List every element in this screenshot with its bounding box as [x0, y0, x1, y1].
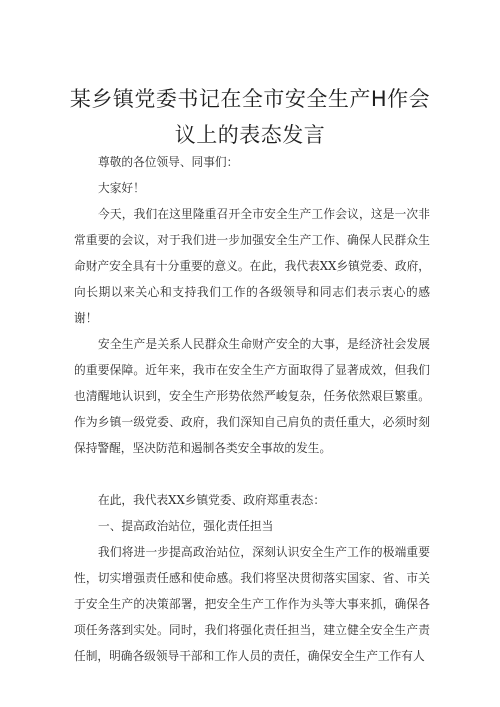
paragraph-section-1: 我们将进一步提高政治站位，深刻认识安全生产工作的极端重要性，切实增强责任感和使命感。我们将坚决贯彻落实国家、省、市关于安全生产的决策部署，把安全生产工作作为头等大事来抓，确保各项任务落到实处。同时，我们将强化责任担当，建立健全安全生产责任制，明确各级领导干部和工作人员的责任，确保安全生产工作有人	[74, 545, 430, 663]
paragraph-importance: 安全生产是关系人民群众生命财产安全的大事，是经济社会发展的重要保障。近年来，我市在安全生产方面取得了显著成效，但我们也清醒地认识到，安全生产形势依然严峻复杂，任务依然艰巨繁重。作为乡镇一级党委、政府，我们深知自己肩负的责任重大，必须时刻保持警醒，坚决防范和遏制各类安全事故的发生。	[74, 337, 430, 455]
paragraph-opening: 今天，我们在这里隆重召开全市安全生产工作会议，这是一次非常重要的会议，对于我们进一步加强安全生产工作、确保人民群众生命财产安全具有十分重要的意义。在此，我代表XX乡镇党委、政府，向长期以来关心和支持我们工作的各级领导和同志们表示衷心的感谢！	[74, 207, 430, 325]
section-heading: 一、提高政治站位，强化责任担当	[98, 519, 274, 533]
greeting: 尊敬的各位领导、同事们：	[98, 155, 239, 169]
document-title-line-2: 议上的表态发言	[174, 123, 326, 147]
document-title-line-1: 某乡镇党委书记在全市安全生产H作会	[69, 87, 431, 111]
salutation: 大家好！	[98, 181, 145, 195]
paragraph-pledge-intro: 在此，我代表XX乡镇党委、政府郑重表态：	[98, 493, 326, 507]
